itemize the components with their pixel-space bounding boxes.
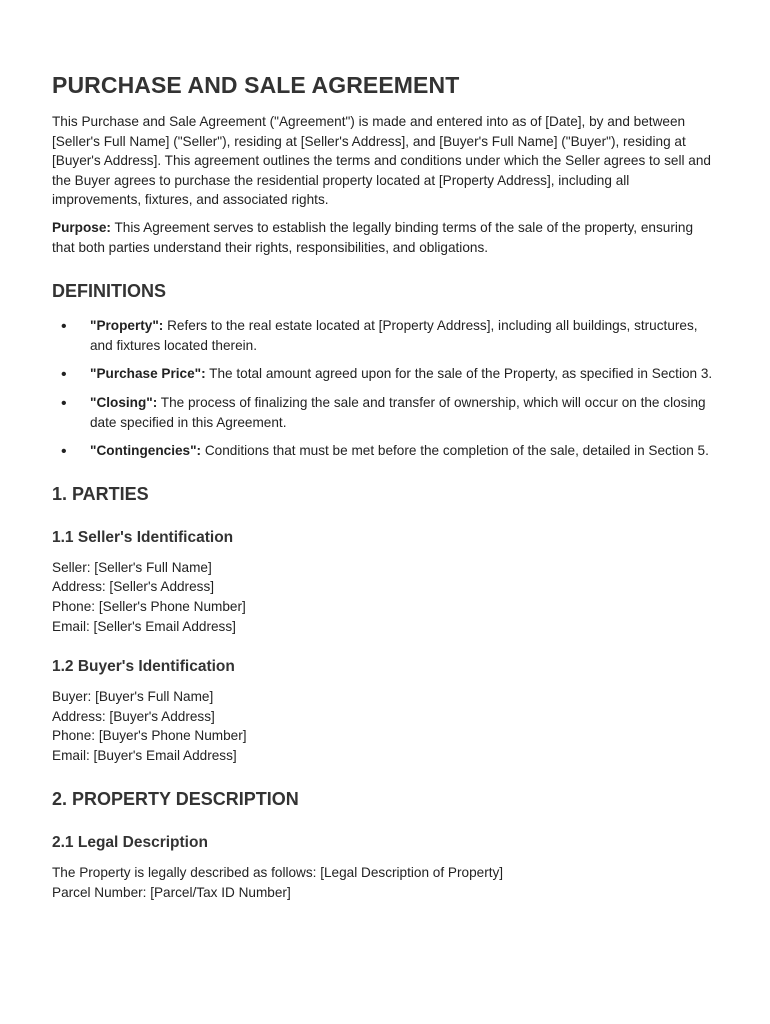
buyer-email-line: Email: [Buyer's Email Address] [52, 747, 237, 763]
definition-item [52, 364, 718, 384]
definition-term: "Purchase Price": [90, 366, 206, 382]
property-description-heading: 2. PROPERTY DESCRIPTION [52, 789, 299, 810]
legal-description-heading: 2.1 Legal Description [52, 834, 208, 852]
seller-phone-line: Phone: [Seller's Phone Number] [52, 598, 246, 614]
definition-text: Conditions that must be met before the completion of the sale, detailed in Section 5. [201, 443, 709, 459]
definitions-list [52, 316, 718, 461]
buyer-identification-heading: 1.2 Buyer's Identification [52, 658, 235, 676]
buyer-phone-line: Phone: [Buyer's Phone Number] [52, 728, 247, 744]
document-title: PURCHASE AND SALE AGREEMENT [52, 72, 460, 98]
definition-text: Refers to the real estate located at [Property Address], including all buildings, structures, and fixtures located therein. [90, 318, 698, 353]
seller-email-line: Email: [Seller's Email Address] [52, 618, 236, 634]
legal-description-details [52, 863, 718, 902]
seller-address-line: Address: [Seller's Address] [52, 579, 215, 595]
definition-item [52, 441, 718, 461]
definition-item [52, 393, 718, 432]
seller-identification-heading: 1.1 Seller's Identification [52, 528, 234, 546]
definition-term: "Property": [90, 318, 164, 334]
definition-text: The process of finalizing the sale and transfer of ownership, which will occur on the closing date specified in this Agreement. [90, 394, 706, 430]
legal-description-line: The Property is legally described as follows: [Legal Description of Property] [52, 865, 504, 881]
seller-name-line: Seller: [Seller's Full Name] [52, 559, 212, 575]
buyer-address-line: Address: [Buyer's Address] [52, 708, 215, 724]
parcel-number-line: Parcel Number: [Parcel/Tax ID Number] [52, 885, 291, 901]
bullet-icon: • [61, 443, 67, 461]
bullet-icon: • [61, 318, 67, 336]
parties-heading: 1. PARTIES [52, 483, 149, 504]
purpose-paragraph [52, 218, 718, 257]
definition-term: "Contingencies": [90, 443, 202, 459]
definition-text: The total amount agreed upon for the sale of the Property, as specified in Section 3. [205, 366, 713, 382]
intro-paragraph: This Purchase and Sale Agreement ("Agreement") is made and entered into as of [Date], by and between [Seller's Full Name] ("Seller"), residing at [Seller's Address], and [Buyer's Full Name] ("Buyer"), residing at [Buyer's Address]. This agreement outlines the terms and conditions under which the Seller agrees to sell and the Buyer agrees to purchase the residential property located at [Property Address], including all improvements, fixtures, and associated rights. [52, 114, 711, 208]
seller-details [52, 558, 718, 636]
bullet-icon: • [61, 366, 67, 384]
buyer-details [52, 687, 718, 765]
buyer-name-line: Buyer: [Buyer's Full Name] [52, 689, 214, 705]
purpose-label: Purpose: [52, 219, 111, 235]
definition-item [52, 316, 718, 355]
definitions-heading: DEFINITIONS [52, 281, 167, 302]
definition-term: "Closing": [90, 394, 158, 410]
bullet-icon: • [61, 394, 67, 412]
purpose-text: This Agreement serves to establish the legally binding terms of the sale of the property, ensuring that both parties understand their rights, responsibilities, and obligations. [52, 219, 694, 255]
